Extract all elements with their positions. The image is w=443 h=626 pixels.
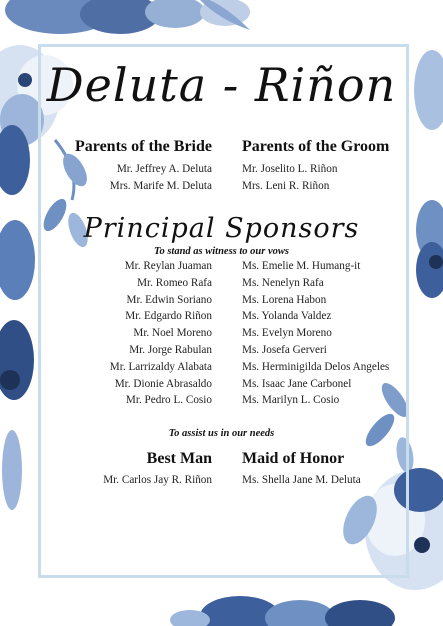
sponsor-right-9: Ms. Marilyn L. Cosio	[242, 394, 340, 407]
groom-parent-2: Mrs. Leni R. Riñon	[242, 179, 330, 192]
couple-title: Deluta - Riñon	[46, 58, 397, 112]
sponsor-right-4: Ms. Yolanda Valdez	[242, 310, 332, 323]
sponsor-left-2: Mr. Romeo Rafa	[137, 276, 212, 289]
bride-parent-1: Mr. Jeffrey A. Deluta	[116, 163, 212, 175]
top-floral-band	[5, 0, 250, 34]
sponsor-left-1: Mr. Reylan Juaman	[124, 260, 212, 272]
bride-parents-block	[75, 138, 212, 195]
sponsor-right-3: Ms. Lorena Habon	[242, 293, 327, 306]
sponsor-left-6: Mr. Jorge Rabulan	[129, 343, 212, 356]
sponsor-left-7: Mr. Larrizaldy Alabata	[109, 360, 212, 373]
sponsors-left-list	[110, 258, 212, 409]
bride-parent-2: Mrs. Marife M. Deluta	[109, 179, 212, 192]
sponsor-right-1: Ms. Emelie M. Humang-it	[242, 260, 361, 272]
maid-of-honor-block	[242, 450, 361, 489]
sponsor-right-5: Ms. Evelyn Moreno	[242, 327, 332, 340]
groom-parents-heading: Parents of the Groom	[242, 138, 390, 155]
best-man-heading: Best Man	[146, 450, 212, 467]
maid-of-honor-heading: Maid of Honor	[242, 450, 345, 467]
bottom-floral-band	[170, 596, 395, 626]
sponsors-heading: Principal Sponsors	[83, 213, 360, 244]
sponsor-left-9: Mr. Pedro L. Cosio	[125, 394, 212, 407]
sponsor-right-6: Ms. Josefa Gerveri	[242, 343, 327, 356]
sponsor-right-7: Ms. Herminigilda Delos Angeles	[242, 360, 390, 373]
groom-parent-1: Mr. Joselito L. Riñon	[242, 163, 338, 175]
sponsors-right-list	[242, 258, 389, 409]
needs-subtitle: To assist us in our needs	[168, 428, 275, 439]
sponsor-left-5: Mr. Noel Moreno	[133, 327, 212, 340]
best-man-block	[103, 450, 212, 489]
groom-parents-block	[242, 138, 389, 195]
best-man-name: Mr. Carlos Jay R. Riñon	[103, 474, 212, 486]
sponsor-left-3: Mr. Edwin Soriano	[126, 293, 212, 306]
sponsors-subtitle: To stand as witness to our vows	[154, 246, 289, 257]
maid-of-honor-name: Ms. Shella Jane M. Deluta	[242, 474, 361, 486]
sponsor-left-4: Mr. Edgardo Riñon	[125, 310, 212, 323]
sponsor-left-8: Mr. Dionie Abrasaldo	[114, 377, 212, 390]
bride-parents-heading: Parents of the Bride	[74, 138, 212, 155]
sponsor-right-2: Ms. Nenelyn Rafa	[242, 276, 324, 289]
sponsor-right-8: Ms. Isaac Jane Carbonel	[242, 377, 352, 390]
